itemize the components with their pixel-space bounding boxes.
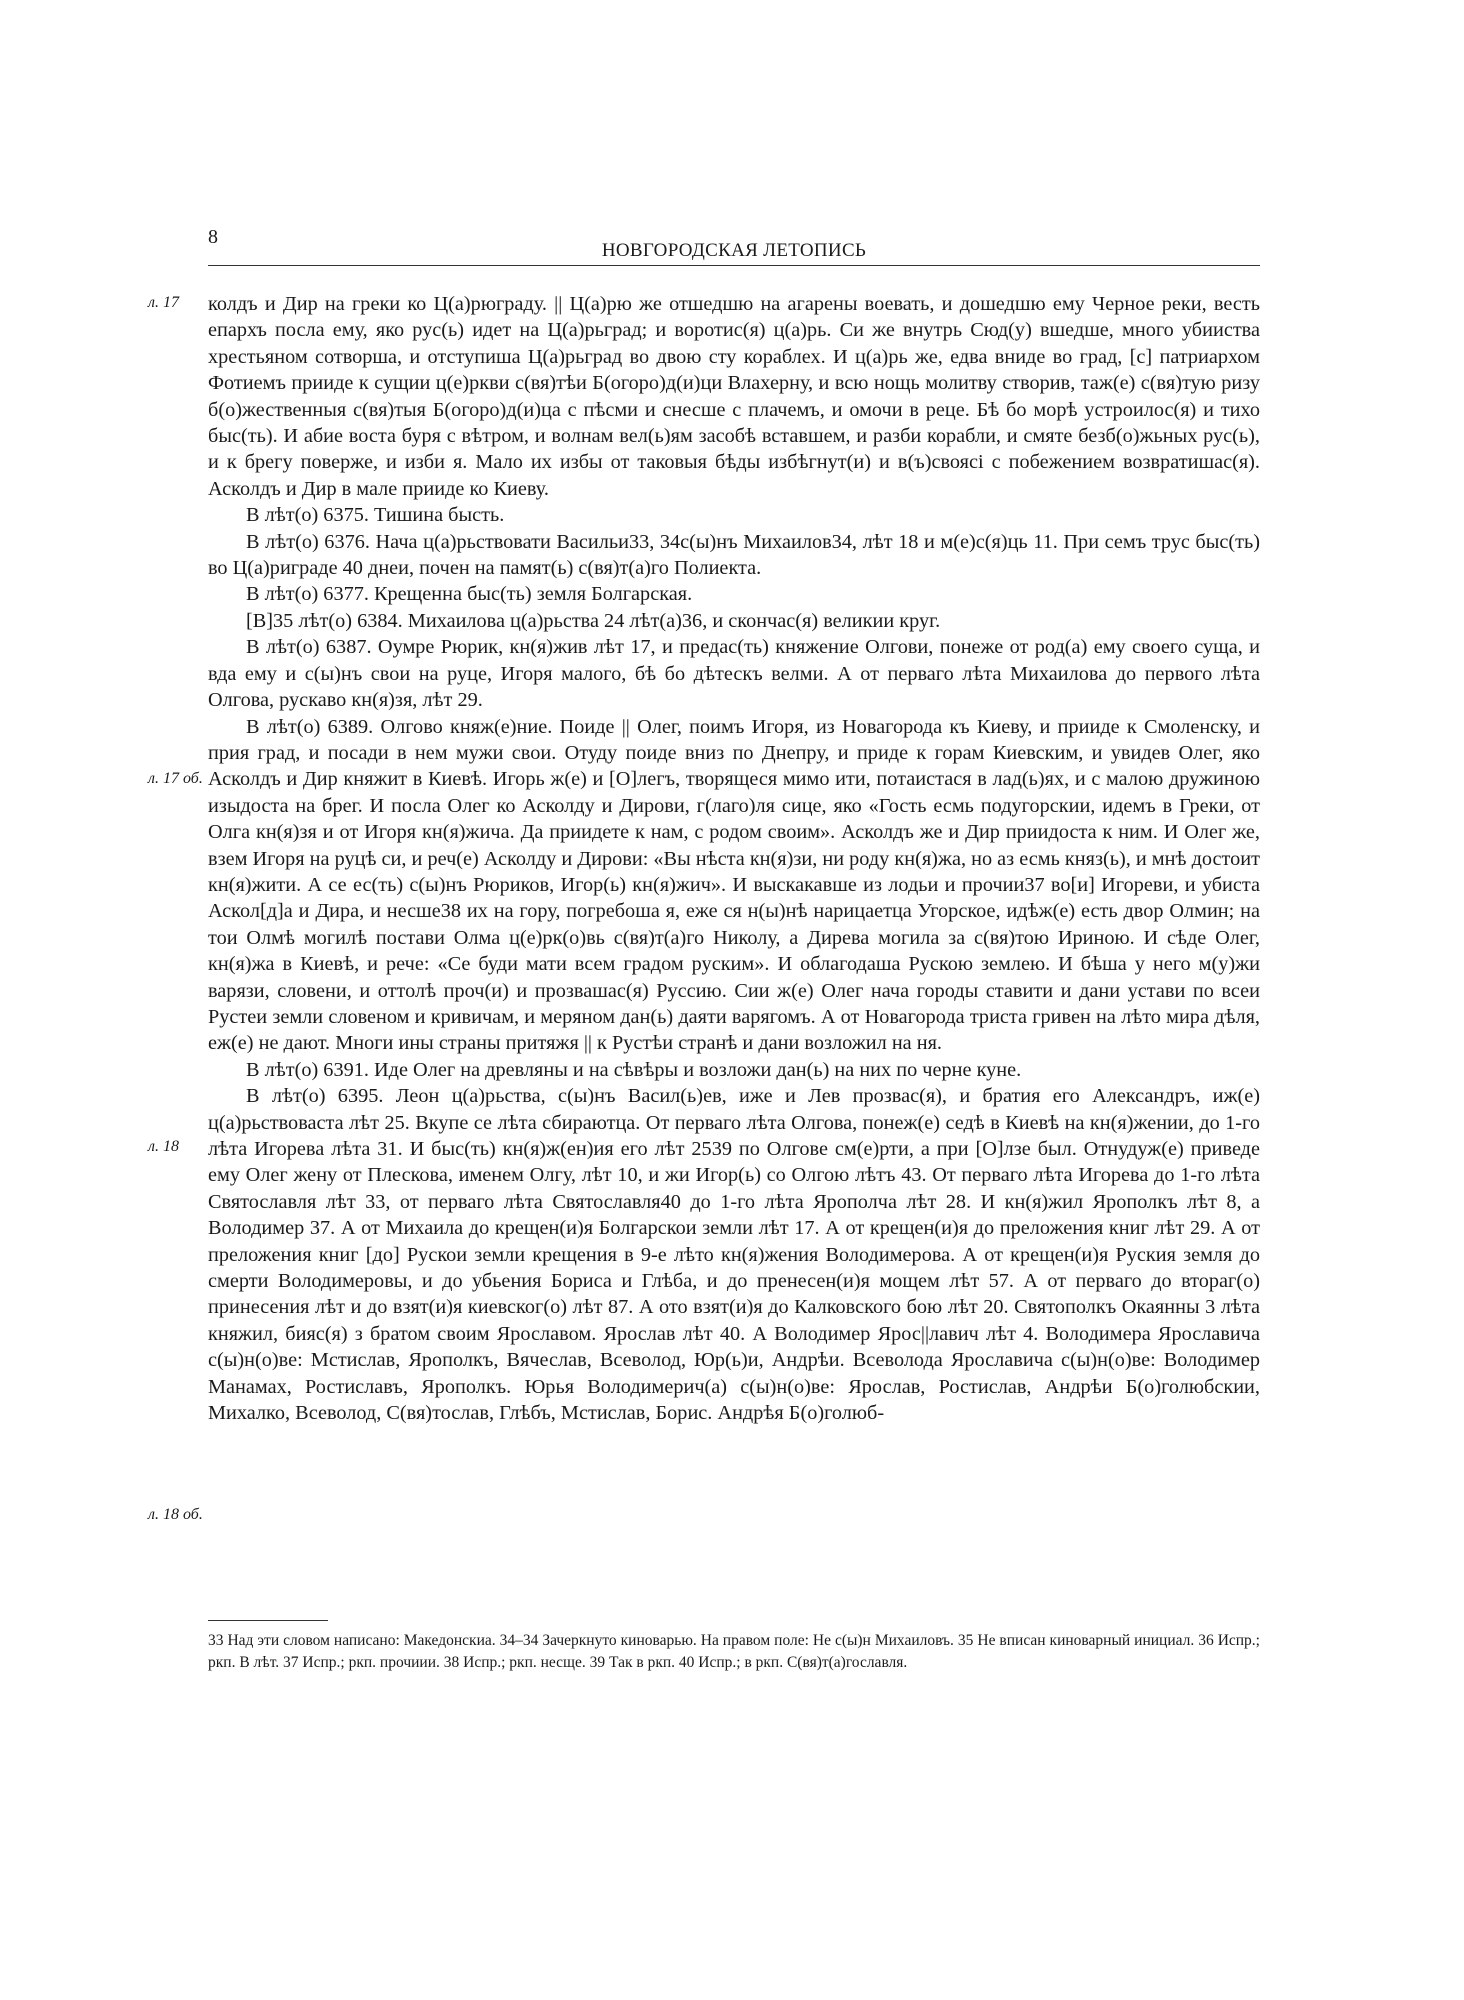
margin-folio-note: л. 17 [148,294,179,311]
header-rule [208,265,1260,266]
footnote-rule [208,1620,328,1621]
paragraph: [В]35 лѣт(о) 6384. Михаилова ц(а)рьства 24 лѣт(а)36, и скончас(я) великии круг. [246,609,941,632]
paragraph: В лѣт(о) 6387. Оумре Рюрик, кн(я)жив лѣт 17, и предас(ть) княжение Олгови, понеже от род(а) ему своего суща, и вда ему и с(ы)нъ свои на руце, Игоря малого, бѣ бо дѣтескъ велми. А от перваго лѣта Михаилова до первого лѣта Олгова, рускаво кн(я)зя, лѣт 29. [208,636,1260,712]
margin-folio-note: л. 17 об. [148,770,203,787]
paragraph: В лѣт(о) 6376. Нача ц(а)рьствовати Васильи33, 34с(ы)нъ Михаилов34, лѣт 18 и м(е)с(я)ць 11. При семъ трус быс(ть) во Ц(а)риграде 40 днеи, почен на памят(ь) с(вя)т(а)го Полиекта. [208,530,1260,580]
paragraph: В лѣт(о) 6377. Крещенна быс(ть) земля Болгарская. [246,583,693,606]
running-title: НОВГОРОДСКАЯ ЛЕТОПИСЬ [601,240,867,261]
paragraph: В лѣт(о) 6389. Олгово княж(е)ние. Поиде || Олег, поимъ Игоря, из Новагорода къ Киеву, и прииде к Смоленску, и прия град, и посади в нем мужи свои. Отуду поиде вниз по Днепру, и приде к горам Киевским, и увидев Олег, яко Асколдъ и Дир княжит в Киевѣ. Игорь ж(е) и [О]легъ, творящеся мимо ити, потаистася в лад(ь)ях, и с малою дружиною изыдоста на брег. И посла Олег ко Асколду и Дирови, г(лаго)ля сице, яко «Гость есмь подугорскии, идемъ в Греки, от Олга кн(я)зя и от Игоря кн(я)жича. Да приидете к нам, с родом своим». Асколдъ же и Дир приидоста к ним. И Олег же, взем Игоря на руцѣ си, и реч(е) Асколду и Дирови: «Вы нѣста кн(я)зи, ни роду кн(я)жа, но аз есмь княз(ь), и мнѣ достоит кн(я)жити. А се ес(ть) с(ы)нъ Рюриков, Игор(ь) кн(я)жич». И выскакавше из лодьи и прочии37 во[и] Игореви, и убиста Аскол[д]а и Дира, и несше38 их на гору, погребоша я, еже ся н(ы)нѣ нарицаетца Угорское, идѣж(е) есть двор Олмин; на тои Олмѣ могилѣ постави Олма ц(е)рк(о)вь с(вя)т(а)го Николу, а Дирева могила за с(вя)тою Ириною. И сѣде Олег, кн(я)жа в Киевѣ, и рече: «Се буди мати всем градом руским». И облагодаша Рускою землею. И бѣша у него м(у)жи варязи, словени, и оттолѣ проч(и) и прозвашас(я) Руссию. Сии ж(е) Олег нача городы ставити и дани устави по всеи Рустеи земли словеном и кривичам, и меряном дан(ь) даяти варягомъ. А от Новагорода триста гривен на лѣто мира дѣля, еж(е) не дают. Многи ины страны притяжя || к Рустѣи странѣ и дани возложил на ня. [208,715,1260,1055]
chronicle-text [208,291,1260,1426]
paragraph: В лѣт(о) 6395. Леон ц(а)рьства, с(ы)нъ Васил(ь)ев, иже и Лев прозвас(я), и братия его Александръ, иж(е) ц(а)рьствоваста лѣт 25. Вкупе се лѣта сбираютца. От перваго лѣта Олгова, понеж(е) седѣ в Киевѣ на кн(я)жении, до 1-го лѣта Игорева лѣта 31. И быс(ть) кн(я)ж(ен)ия его лѣт 2539 по Олгове см(е)рти, а при [О]лзе был. Отнудуж(е) приведе ему Олег жену от Плескова, именем Олгу, лѣт 10, и жи Игор(ь) со Олгою лѣтъ 43. От перваго лѣта Игорева до 1-го лѣта Святославля лѣт 33, от перваго лѣта Святославля40 до 1-го лѣта Ярополча лѣт 28. И кн(я)жил Ярополкъ лѣт 8, а Володимер 37. А от Михаила до крещен(и)я Болгарскои земли лѣт 17. А от крещен(и)я до преложения книг лѣт 29. А от преложения книг [до] Рускои земли крещения в 9-е лѣто кн(я)жения Володимерова. А от крещен(и)я Руския земля до смерти Володимеровы, и до убьения Бориса и Глѣба, и до пренесен(и)я мощем лѣт 57. А от перваго до втораг(о) принесения лѣт и до взят(и)я киевског(о) лѣт 87. А ото взят(и)я до Калковского бою лѣт 20. Святополкъ Окаянны 3 лѣта княжил, бияс(я) з братом своим Ярославом. Ярослав лѣт 40. А Володимер Ярос||лавич лѣт 4. Володимера Ярославича с(ы)н(о)ве: Мстислав, Ярополкъ, Вячеслав, Всеволод, Юр(ь)и, Андрѣи. Всеволода Ярославича с(ы)н(о)ве: Володимер Манамах, Ростиславъ, Ярополкъ. Юрья Володимерич(а) с(ы)н(о)ве: Ярослав, Ростислав, Андрѣи Б(о)голюбскии, Михалко, Всеволод, С(вя)тослав, Глѣбъ, Мстислав, Борис. Андрѣя Б(о)голюб- [208,1085,1260,1425]
paragraph: В лѣт(о) 6391. Иде Олег на древляны и на сѣвѣры и возложи дан(ь) на них по черне куне. [246,1058,1022,1081]
footnotes: 33 Над эти словом написано: Македонскиа. 34–34 Зачеркнуто киноварью. На правом поле: Не с(ы)н Михаиловъ. 35 Не вписан киноварный инициал. 36 Испр.; ркп. В лѣт. 37 Испр.; ркп. прочиии. 38 Испр.; ркп. несще. 39 Так в ркп. 40 Испр.; в ркп. С(вя)т(а)гославля. [208,1632,1260,1671]
margin-folio-note: л. 18 [148,1138,179,1155]
paragraph: колдъ и Дир на греки ко Ц(а)рюграду. || Ц(а)рю же отшедшю на агарены воевать, и дошедшю ему Черное реки, весть епархъ посла ему, яко рус(ь) идет на Ц(а)рьград; и воротис(я) ц(а)рь. Си же внутрь Сюд(у) вшедше, много убииства хрестьяном сотворша, и отступиша Ц(а)рьград во двою сту кораблех. И ц(а)рь же, едва вниде во град, [с] патриархом Фотиемъ прииде к сущии ц(е)ркви с(вя)тѣи Б(огоро)д(и)ци Влахерну, и всю нощь молитву створив, таж(е) с(вя)тую ризу б(о)жественныя с(вя)тыя Б(огоро)д(и)ца с пѣсми и снесше с плачемъ, и омочи в реце. Бѣ бо морѣ устроилос(я) и тихо быс(ть). И абие воста буря с вѣтром, и волнам вел(ь)ям засобѣ вставшем, и разби корабли, и смяте безб(о)жьных рус(ь), и к брегу поверже, и изби я. Мало их избы от таковыя бѣды избѣгнут(и) и в(ъ)своясі с побежением возвратишас(я). Асколдъ и Дир в мале прииде ко Киеву. [208,293,1260,500]
page-number: 8 [208,226,218,248]
margin-folio-note: л. 18 об. [148,1506,203,1523]
paragraph: В лѣт(о) 6375. Тишина бысть. [246,504,505,527]
